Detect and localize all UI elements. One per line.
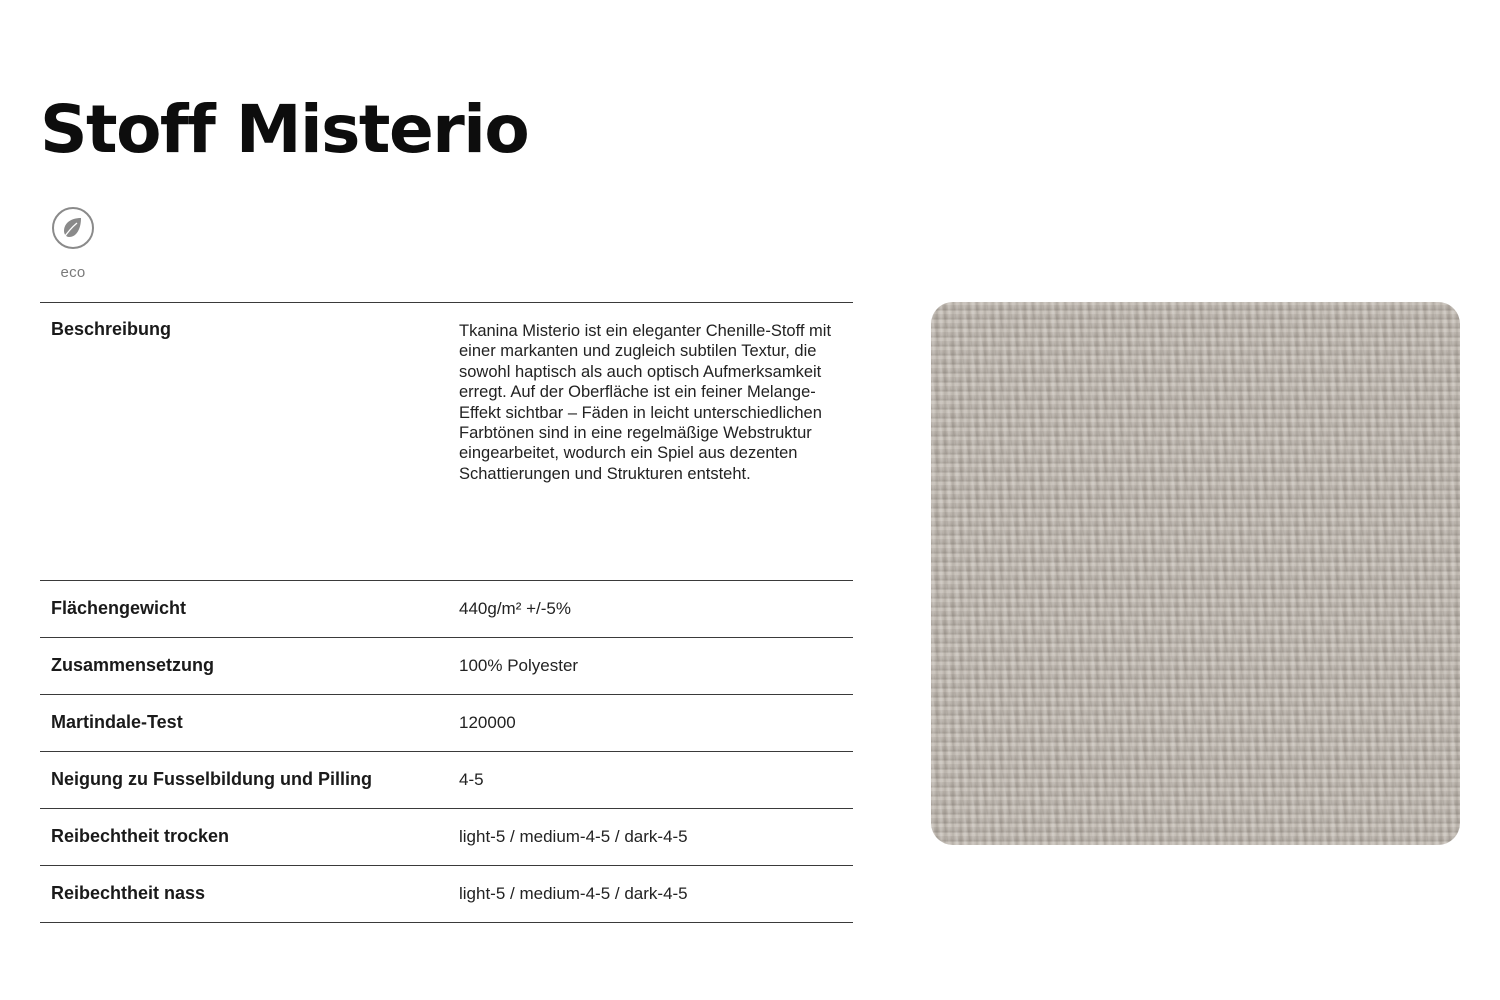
page-title: Stoff Misterio — [40, 91, 529, 168]
spec-value: 440g/m² +/-5% — [459, 599, 571, 618]
spec-value: 120000 — [459, 713, 516, 732]
spec-label: Zusammensetzung — [51, 655, 215, 675]
eco-badge — [48, 206, 98, 281]
spec-row-weight — [40, 581, 853, 638]
spec-value: light-5 / medium-4-5 / dark-4-5 — [459, 827, 688, 846]
spec-row-pilling — [40, 752, 853, 809]
spec-row-rub-dry — [40, 809, 853, 866]
spec-row-description — [40, 303, 853, 581]
spec-table — [40, 302, 853, 923]
spec-label: Reibechtheit nass — [51, 883, 206, 903]
spec-value-description: Tkanina Misterio ist ein eleganter Chenille-Stoff mit einer markanten und zugleich subtilen Textur, die sowohl haptisch als auch optisch Aufmerksamkeit erregt. Auf der Oberfläche ist ein feiner Melange-Effekt sichtbar – Fäden in leicht unterschiedlichen Farbtönen sind in eine regelmäßige Webstruktur eingearbeitet, wodurch ein Spiel aus dezenten Schattierungen und Strukturen entsteht. — [459, 322, 832, 483]
spec-label: Reibechtheit trocken — [51, 826, 230, 846]
spec-value: light-5 / medium-4-5 / dark-4-5 — [459, 884, 688, 903]
spec-label: Martindale-Test — [51, 712, 183, 732]
spec-label: Beschreibung — [51, 319, 172, 339]
fabric-swatch-image — [931, 302, 1460, 845]
spec-row-martindale — [40, 695, 853, 752]
spec-value: 100% Polyester — [459, 656, 579, 675]
spec-value: 4-5 — [459, 770, 484, 789]
spec-row-composition — [40, 638, 853, 695]
spec-label: Neigung zu Fusselbildung und Pilling — [51, 769, 372, 789]
leaf-icon — [51, 206, 95, 250]
eco-label: eco — [60, 264, 86, 281]
spec-row-rub-wet — [40, 866, 853, 923]
spec-label: Flächengewicht — [51, 598, 187, 618]
